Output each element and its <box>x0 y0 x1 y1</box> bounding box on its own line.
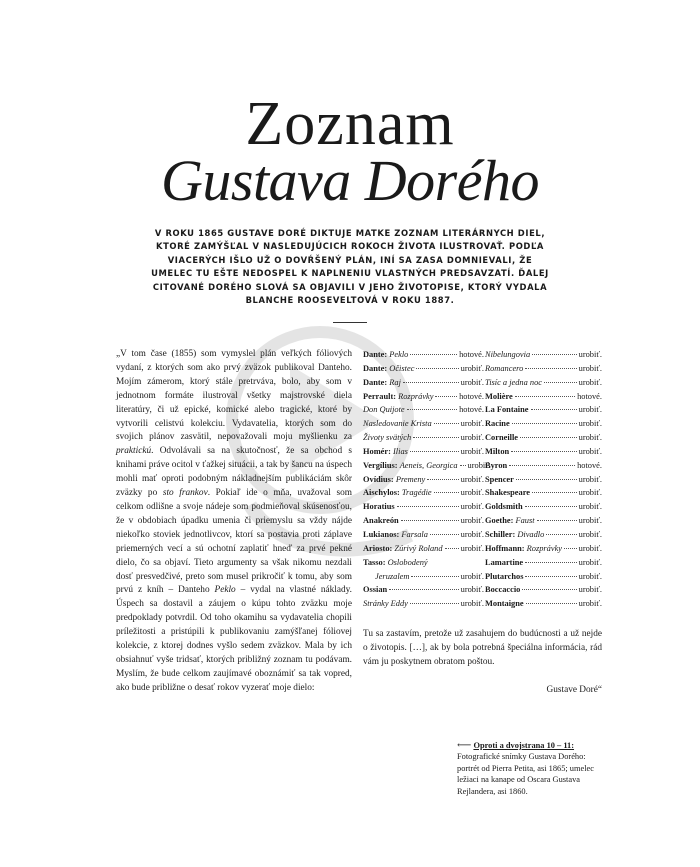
list-item <box>485 362 602 376</box>
page-title-line2: Gustava Dorého <box>160 148 539 213</box>
author-name: Horatius <box>363 502 395 512</box>
status-label: urobiť. <box>460 419 484 429</box>
status-label: urobiť. <box>460 571 484 581</box>
work-title: Oslobodený <box>387 557 428 567</box>
author-name: Shakespeare <box>485 488 530 498</box>
status-label: urobiť. <box>578 446 602 456</box>
list-item <box>485 348 602 362</box>
list-item <box>363 417 484 431</box>
dot-leader <box>430 534 459 535</box>
list-item <box>485 583 602 597</box>
author-name: Boccaccio <box>485 585 521 595</box>
list-item <box>363 376 484 390</box>
list-item <box>363 500 484 514</box>
list-item <box>363 473 484 487</box>
work-title: Nasledovanie Krista <box>363 419 432 429</box>
dot-leader <box>410 354 457 355</box>
caption-text: Fotografické snímky Gustava Dorého: portrét od Pierra Petita, asi 1865; umelec ležiaci na kanape od Oscara Gustava Rejlandera, asi 1860. <box>457 752 594 796</box>
list-item <box>363 403 484 417</box>
list-item <box>363 542 484 556</box>
status-label: urobiť. <box>460 433 484 443</box>
author-name: Dante: <box>363 377 388 387</box>
list-item <box>363 486 484 500</box>
status-label: urobiť. <box>578 529 602 539</box>
status-label: urobiť. <box>578 363 602 373</box>
dot-leader <box>407 409 457 410</box>
author-name: Racine <box>485 419 510 429</box>
list-item <box>363 597 484 611</box>
work-title: Očistec <box>389 363 415 373</box>
work-title: Aeneis, Georgica <box>399 460 458 470</box>
status-label: hotové. <box>577 460 602 470</box>
list-item <box>363 556 484 570</box>
status-label: urobiť. <box>460 446 484 456</box>
author-name: Dante: <box>363 350 388 359</box>
author-name: Spencer <box>485 474 514 484</box>
dot-leader <box>537 520 577 521</box>
caption-lead: Oproti a dvojstrana 10 – 11: <box>473 741 575 750</box>
letter-paragraph <box>116 348 352 696</box>
dot-leader <box>546 534 576 535</box>
list-item <box>485 403 602 417</box>
text-run: . Odvolávali sa na skutočnosť, že sa obchod s knihami práve ocitol v ťažkej situácii, a tak by šancu na úspech mohli mať oproti podobným nákladnejším publikáciám skôr zväzky po <box>116 446 352 499</box>
dot-leader <box>401 520 459 521</box>
list-item <box>485 542 602 556</box>
dot-leader <box>411 576 458 577</box>
status-label: urobiť. <box>578 571 602 581</box>
author-name: Hoffmann: <box>485 543 525 553</box>
dot-leader <box>397 506 459 507</box>
list-item <box>485 486 602 500</box>
status-label: urobiť. <box>460 599 484 609</box>
status-label: urobiť. <box>460 474 484 484</box>
list-item <box>363 390 484 404</box>
work-title: Tragédie <box>401 488 432 498</box>
status-label: hotové. <box>459 350 484 359</box>
list-item <box>363 362 484 376</box>
author-name: Perrault: <box>363 391 397 401</box>
dot-leader <box>564 548 577 549</box>
work-title: Tisíc a jedna noc <box>485 377 542 387</box>
status-label: urobiť. <box>460 502 484 512</box>
work-title: Peklo <box>389 350 409 359</box>
dot-leader <box>410 603 459 604</box>
page-title-line1: Zoznam <box>245 90 455 158</box>
list-item <box>485 445 602 459</box>
section-divider <box>333 322 367 323</box>
status-label: urobiť. <box>578 350 602 359</box>
dot-leader <box>435 396 457 397</box>
status-label: urobiť. <box>460 585 484 595</box>
list-item <box>485 597 602 611</box>
dot-leader <box>526 603 577 604</box>
work-title: Farsala <box>401 529 428 539</box>
work-title: Divadlo <box>517 529 545 539</box>
dot-leader <box>525 576 576 577</box>
status-label: urobiť. <box>578 516 602 526</box>
dot-leader <box>520 437 577 438</box>
author-name: Ovídius: <box>363 474 394 484</box>
text-run: – vydal na vlastné náklady. Úspech sa dostavil a záujem o kúpu tohto zväzku moje predpoklady potvrdil. Od toho okamihu sa vydavatelia chopili príležitosti a pristúpili k publikovaniu zamýšľanej fóliovej kolekcie, z ktorej dodnes vyšlo sedem zväzkov. Mala by ich obsiahnuť vyše tridsať, ktorých približný zoznam tu podávam. Myslím, že bude celkom zaujímavé oboznámiť sa tak vopred, ako bude približne o desať rokov vyzerať moje dielo: <box>116 585 352 693</box>
dot-leader <box>515 396 575 397</box>
dot-leader <box>525 368 576 369</box>
author-name: Byron <box>485 460 508 470</box>
text-run: . Pokiaľ ide o mňa, uvažoval som celkom odlišne a svoje nádeje som podmieňoval skúsenosťou, že v obdobiach úpadku umenia či priemyslu sa vždy nájde niekoľko stoviek jednotlivcov, ktorí sa postavia proti záplave priemerných vecí a sú ochotní zaplatiť hneď za prvé pekné dielo, čo sa objaví. Tieto argumenty sa však nikomu nezdali dosť presvedčivé, preto som musel prikročiť k tomu, aby som prvú z kníh – Danteho <box>116 488 352 596</box>
dot-leader <box>511 451 576 452</box>
author-name: Tasso: <box>363 557 386 567</box>
list-item <box>485 514 602 528</box>
status-label: urobiť. <box>578 599 602 609</box>
closing-paragraph: Tu sa zastavím, pretože už zasahujem do budúcnosti a už nejde o životopis. […], ak by bola potrebná špeciálna informácia, rád vám ju poskytnem obratom poštou. <box>363 629 602 667</box>
emphasis: praktickú <box>116 446 152 457</box>
work-title: Životy svätých <box>363 433 412 443</box>
work-title: Stránky Eddy <box>363 599 408 609</box>
status-label: urobiť. <box>578 474 602 484</box>
author-name: Homér: <box>363 446 391 456</box>
status-label: urobiť. <box>460 363 484 373</box>
work-title: Ilias <box>393 446 408 456</box>
dot-leader <box>544 382 577 383</box>
author-name: Ariosto: <box>363 543 393 553</box>
author-name: Dante: <box>363 363 388 373</box>
status-label: urobiť. <box>578 419 602 429</box>
status-label: urobiť. <box>460 377 484 387</box>
list-item <box>485 570 602 584</box>
author-name: Ossian <box>363 585 388 595</box>
list-item <box>485 528 602 542</box>
dot-leader <box>532 492 577 493</box>
list-item <box>363 528 484 542</box>
status-label: urobiť. <box>578 488 602 498</box>
author-name: Goldsmith <box>485 502 523 512</box>
dot-leader <box>445 548 459 549</box>
status-label: hotové. <box>459 405 484 415</box>
emphasis: Peklo <box>214 585 236 596</box>
author-name: Anakreón <box>363 516 399 526</box>
list-item <box>485 376 602 390</box>
dot-leader <box>532 354 577 355</box>
intro-paragraph: V ROKU 1865 GUSTAVE DORÉ DIKTUJE MATKE ZOZNAM LITERÁRNYCH DIEL, KTORÉ ZAMÝŠĽAL V NASLEDUJÚCICH ROKOCH ŽIVOTA ILUSTROVAŤ. PODĽA VIACERÝCH IŠLO UŽ O DOVŔŠENÝ PLÁN, INÍ SA ZASA DOMNIEVALI, ŽE UMELEC TU EŠTE NEDOSPEL K NAPLNENIU VLASTNÝCH PREDSAVZATÍ. ĎALEJ CITOVANÉ DORÉHO SLOVÁ SA OBJAVILI V JEHO ŽIVOTOPISE, KTORÝ VYDALA BLANCHE ROOSEVELTOVÁ V ROKU 1887. <box>151 228 549 306</box>
status-label: urobiť. <box>578 557 602 567</box>
signature: Gustave Doré“ <box>546 685 602 695</box>
status-label: hotové. <box>459 391 484 401</box>
dot-leader <box>434 423 459 424</box>
dot-leader <box>531 409 577 410</box>
status-label: hotové. <box>577 391 602 401</box>
photo-caption <box>457 740 602 797</box>
author-name: Aischylos: <box>363 488 400 498</box>
list-item <box>363 445 484 459</box>
author-name: Lamartine <box>485 557 524 567</box>
list-item <box>485 431 602 445</box>
author-name: Montaigne <box>485 599 524 609</box>
work-title: Rozprávky <box>526 543 563 553</box>
author-name: Plutarchos <box>485 571 524 581</box>
author-name: Goethe: <box>485 516 514 526</box>
dot-leader <box>525 506 577 507</box>
author-name: Lukianos: <box>363 529 400 539</box>
work-title: Zúrivý Roland <box>394 543 443 553</box>
list-item <box>363 514 484 528</box>
status-label: urobiť. <box>578 543 602 553</box>
list-item <box>363 431 484 445</box>
author-name: Molière <box>485 391 513 401</box>
status-label: urobiť. <box>460 543 484 553</box>
status-label: urobiť. <box>578 433 602 443</box>
dot-leader <box>416 368 458 369</box>
status-label: urobiť. <box>578 585 602 595</box>
work-title: Premeny <box>395 474 426 484</box>
author-name: Milton <box>485 446 510 456</box>
author-name: La Fontaine <box>485 405 529 415</box>
dot-leader <box>522 589 576 590</box>
list-item <box>485 417 602 431</box>
status-label: urobiť. <box>578 405 602 415</box>
list-item <box>485 459 602 473</box>
list-item <box>485 500 602 514</box>
dot-leader <box>403 382 459 383</box>
work-title: Raj <box>389 377 401 387</box>
dot-leader <box>410 451 459 452</box>
works-list-left <box>363 348 491 611</box>
status-label: urobiť. <box>460 488 484 498</box>
work-title: Don Quijote <box>363 405 405 415</box>
dot-leader <box>413 437 459 438</box>
list-item <box>363 583 484 597</box>
work-title: Faust <box>515 516 535 526</box>
status-label: urobiť. <box>460 516 484 526</box>
author-name: Corneille <box>485 433 519 443</box>
work-title: Nibelungovia <box>485 350 531 359</box>
list-item <box>485 556 602 570</box>
dot-leader <box>525 562 576 563</box>
dot-leader <box>389 589 458 590</box>
status-label: urobiť. <box>460 529 484 539</box>
list-item <box>363 570 484 584</box>
author-name: Schiller: <box>485 529 516 539</box>
work-title: Rozprávky <box>398 391 434 401</box>
status-label: urobiť. <box>578 377 602 387</box>
dot-leader <box>434 492 459 493</box>
list-item <box>485 473 602 487</box>
author-name: Vergílius: <box>363 460 398 470</box>
list-item <box>363 348 484 362</box>
dot-leader <box>512 423 577 424</box>
emphasis: sto frankov <box>162 488 208 499</box>
dot-leader <box>460 465 466 466</box>
dot-leader <box>427 479 458 480</box>
text-run: „V tom čase (1855) som vymyslel plán veľkých fóliových vydaní, z ktorých som ako prvý zväzok publikoval Danteho. Mojím zámerom, ktorý stále pretrváva, bolo, aby som v jednotnom formáte ilustroval všetky majstrovské diela literatúry, či už epické, komické alebo tragické, ktoré by vytvorili celistvú kolekciu. Vydavatelia, ktorých som do svojich plánov zasvätil, nepovažovali moju myšlienku za <box>116 349 352 443</box>
status-label: urobiť. <box>467 460 491 470</box>
dot-leader <box>516 479 577 480</box>
works-list-right <box>485 348 602 611</box>
arrow-left-icon: ⟵ <box>457 740 472 751</box>
list-item <box>363 459 491 473</box>
status-label: urobiť. <box>578 502 602 512</box>
letter-body <box>116 348 352 696</box>
dot-leader <box>509 465 575 466</box>
list-item <box>485 390 602 404</box>
work-title: Jeruzalem <box>375 571 410 581</box>
work-title: Romancero <box>485 363 524 373</box>
